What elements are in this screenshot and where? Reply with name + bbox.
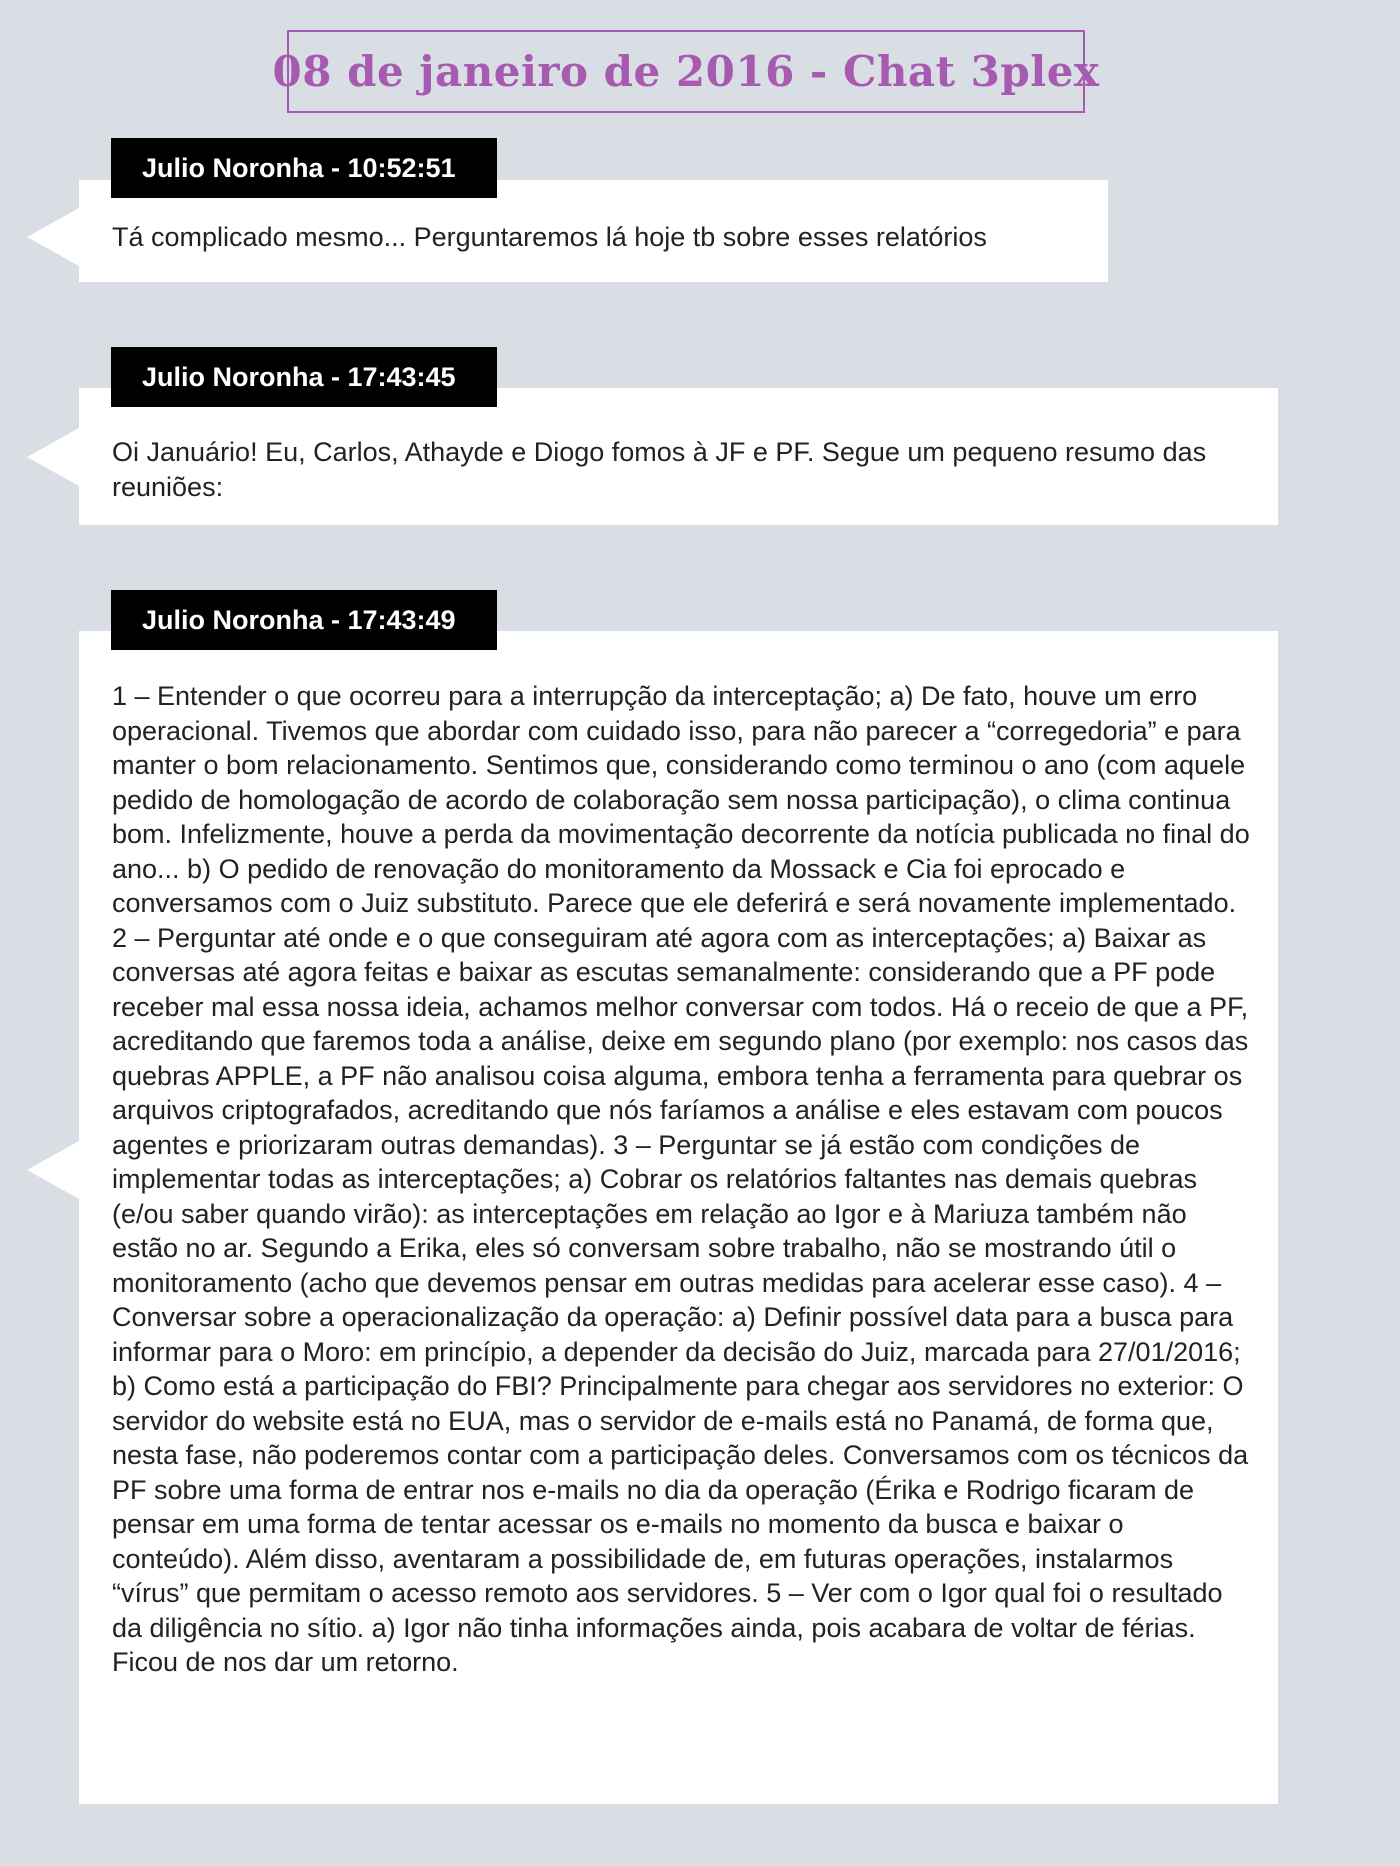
page-title: 08 de janeiro de 2016 - Chat 3plex — [272, 47, 1100, 96]
message-header: Julio Noronha - 10:52:51 — [111, 138, 497, 198]
message-text: Oi Januário! Eu, Carlos, Athayde e Diogo fomos à JF e PF. Segue um pequeno resumo das reuniões: — [112, 437, 1207, 502]
message-text: 1 – Entender o que ocorreu para a interrupção da interceptação; a) De fato, houve um erro operacional. Tivemos que abordar com cuidado isso, para não parecer a “corregedoria” e para manter o bom relacionamento. Sentimos que, considerando como terminou o ano (com aquele pedido de homologação de acordo de colaboração sem nossa participação), o clima continua bom. Infelizmente, houve a perda da movimentação decorrente da notícia publicada no final do ano... b) O pedido de renovação do monitoramento da Mossack e Cia foi eprocado e conversamos com o Juiz substituto. Parece que ele deferirá e será novamente implementado. 2 – Perguntar até onde e o que conseguiram até agora com as interceptações; a) Baixar as conversas até agora feitas e baixar as escutas semanalmente: considerando que a PF pode receber mal essa nossa ideia, achamos melhor conversar com todos. Há o receio de que a PF, acreditando que faremos toda a análise, deixe em segundo plano (por exemplo: nos casos das quebras APPLE, a PF não analisou coisa alguma, embora tenha a ferramenta para quebrar os arquivos criptografados, acreditando que nós faríamos a análise e eles estavam com poucos agentes e priorizaram outras demandas). 3 – Perguntar se já estão com condições de implementar todas as interceptações; a) Cobrar os relatórios faltantes nas demais quebras (e/ou saber quando virão): as interceptações em relação ao Igor e à Mariuza também não estão no ar. Segundo a Erika, eles só conversam sobre trabalho, não se mostrando útil o monitoramento (acho que devemos pensar em outras medidas para acelerar esse caso). 4 – Conversar sobre a operacionalização da operação: a) Definir possível data para a busca para informar para o Moro: em princípio, a depender da decisão do Juiz, marcada para 27/01/2016; b) Como está a participação do FBI? Principalmente para chegar aos servidores no exterior: O servidor do website está no EUA, mas o servidor de e-mails está no Panamá, de forma que, nesta fase, não poderemos contar com a participação deles. Conversamos com os técnicos da PF sobre uma forma de entrar nos e-mails no dia da operação (Érika e Rodrigo ficaram de pensar em uma forma de tentar acessar os e-mails no momento da busca e baixar o conteúdo). Além disso, aventaram a possibilidade de, em futuras operações, instalarmos “vírus” que permitam o acesso remoto aos servidores. 5 – Ver com o Igor qual foi o resultado da diligência no sítio. a) Igor não tinha informações ainda, pois acabara de voltar de férias. Ficou de nos dar um retorno. — [112, 681, 1250, 1677]
message-bubble — [79, 631, 1278, 1804]
speech-bubble-tail — [27, 428, 79, 486]
page-title-box — [272, 30, 1100, 113]
speech-bubble-tail — [27, 208, 79, 266]
message-header: Julio Noronha - 17:43:49 — [111, 590, 497, 650]
speech-bubble-tail — [27, 1141, 79, 1199]
message-header: Julio Noronha - 17:43:45 — [111, 347, 497, 407]
message-bubble — [79, 388, 1278, 525]
message-text: Tá complicado mesmo... Perguntaremos lá hoje tb sobre esses relatórios — [112, 221, 987, 252]
